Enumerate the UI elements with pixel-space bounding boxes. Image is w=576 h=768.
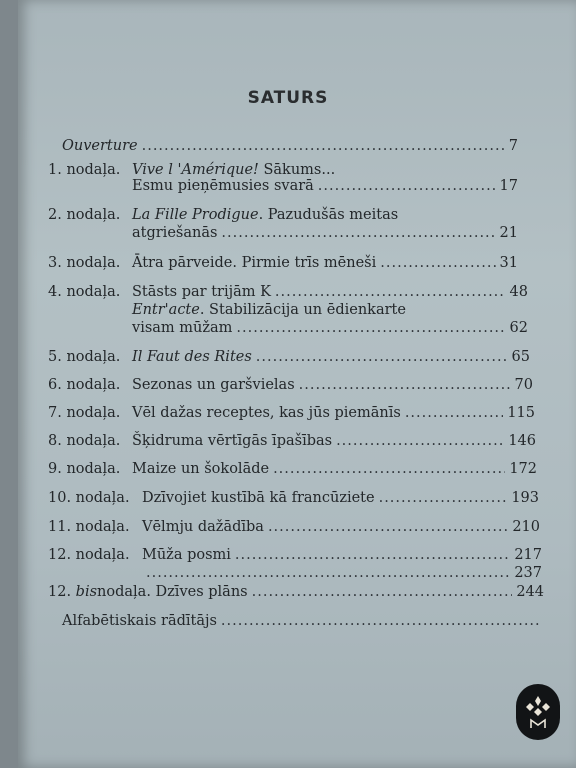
entry-title: La Fille Prodigue. Pazudušās meitas — [132, 207, 399, 223]
leader-dots — [336, 433, 504, 449]
entry-title: visam mūžam — [132, 320, 233, 336]
leader-dots — [405, 405, 504, 421]
page-number: 70 — [514, 377, 533, 393]
entry-title: Vēlmju dažādība — [142, 519, 264, 535]
leader-dots — [318, 178, 496, 194]
page-number: 31 — [499, 255, 518, 271]
publisher-mark-svg — [516, 684, 560, 740]
page-number: 115 — [507, 405, 535, 421]
leader-dots — [256, 349, 508, 365]
chapter-number: 4. nodaļa. — [48, 284, 121, 300]
leader-dots — [268, 519, 508, 535]
page-number: 17 — [499, 178, 518, 194]
table-of-contents — [18, 0, 576, 768]
chapter-number: 6. nodaļa. — [48, 377, 121, 393]
toc-entry — [48, 461, 537, 483]
toc-entry — [48, 433, 536, 455]
chapter-number: 1. nodaļa. — [48, 162, 121, 178]
chapter-number: 3. nodaļa. — [48, 255, 121, 271]
toc-entry — [62, 613, 544, 635]
chapter-number: 12. nodaļa. — [48, 547, 130, 563]
entry-title: nodaļa. Dzīves plāns — [97, 584, 248, 600]
page-number: 65 — [511, 349, 530, 365]
toc-entry-continuation — [132, 225, 518, 247]
entry-title: Sezonas un garšvielas — [132, 377, 295, 393]
toc-entry — [48, 519, 540, 541]
entry-title: atgriešanās — [132, 225, 218, 241]
chapter-number: 12. bis — [48, 584, 98, 600]
chapter-number: 7. nodaļa. — [48, 405, 121, 421]
book-page — [18, 0, 576, 768]
toc-entry — [48, 255, 518, 277]
page-number: 21 — [499, 225, 518, 241]
toc-entry — [48, 490, 539, 512]
toc-entry — [48, 377, 533, 399]
leader-dots — [379, 490, 508, 506]
page-number: 244 — [516, 584, 544, 600]
page-number: 48 — [509, 284, 528, 300]
chapter-number: 9. nodaļa. — [48, 461, 121, 477]
entry-title: Vēl dažas receptes, kas jūs piemānīs — [132, 405, 401, 421]
entry-title: Esmu pieņēmusies svarā — [132, 178, 314, 194]
toc-entry-continuation — [132, 178, 518, 200]
chapter-number: 5. nodaļa. — [48, 349, 121, 365]
entry-title: Ouverture — [62, 138, 138, 154]
toc-entry — [48, 349, 530, 371]
leader-dots — [235, 547, 510, 563]
leader-dots — [252, 584, 513, 600]
entry-title: Vive l 'Amérique! Sākums... — [132, 162, 336, 178]
entry-title: Alfabētiskais rādītājs — [62, 613, 217, 629]
chapter-number: 2. nodaļa. — [48, 207, 121, 223]
leader-dots — [146, 565, 510, 581]
leader-dots — [380, 255, 495, 271]
leader-dots — [273, 461, 505, 477]
chapter-number: 10. nodaļa. — [48, 490, 130, 506]
entry-title: Stāsts par trijām K — [132, 284, 271, 300]
page-number: 210 — [512, 519, 540, 535]
leader-dots — [275, 284, 506, 300]
entry-title: Ātra pārveide. Pirmie trīs mēneši — [132, 255, 377, 271]
chapter-number: 11. nodaļa. — [48, 519, 130, 535]
entry-title: Mūža posmi — [142, 547, 231, 563]
entry-title: Šķidruma vērtīgās īpašības — [132, 433, 333, 449]
leader-dots — [221, 613, 540, 629]
page-number: 217 — [514, 547, 542, 563]
leader-dots — [221, 225, 495, 241]
toc-entry — [48, 584, 544, 606]
toc-entry-continuation — [132, 320, 528, 342]
toc-entry — [48, 405, 535, 427]
page-number: 172 — [509, 461, 537, 477]
leader-dots — [299, 377, 511, 393]
entry-title: Dzīvojiet kustībā kā francūziete — [142, 490, 375, 506]
page-number: 7 — [508, 138, 518, 154]
leader-dots — [142, 138, 505, 154]
page-number: 62 — [509, 320, 528, 336]
entry-title: Il Faut des Rites — [132, 349, 252, 365]
publisher-mark-icon — [516, 684, 560, 740]
page-title: SATURS — [247, 88, 329, 108]
entry-title: Entr'acte. Stabilizācija un ēdienkarte — [132, 302, 406, 318]
chapter-number: 8. nodaļa. — [48, 433, 121, 449]
page-number: 146 — [508, 433, 536, 449]
leader-dots — [236, 320, 505, 336]
toc-entry — [62, 138, 518, 160]
entry-title: Maize un šokolāde — [132, 461, 270, 477]
page-number: 237 — [514, 565, 542, 581]
page-number: 193 — [511, 490, 539, 506]
